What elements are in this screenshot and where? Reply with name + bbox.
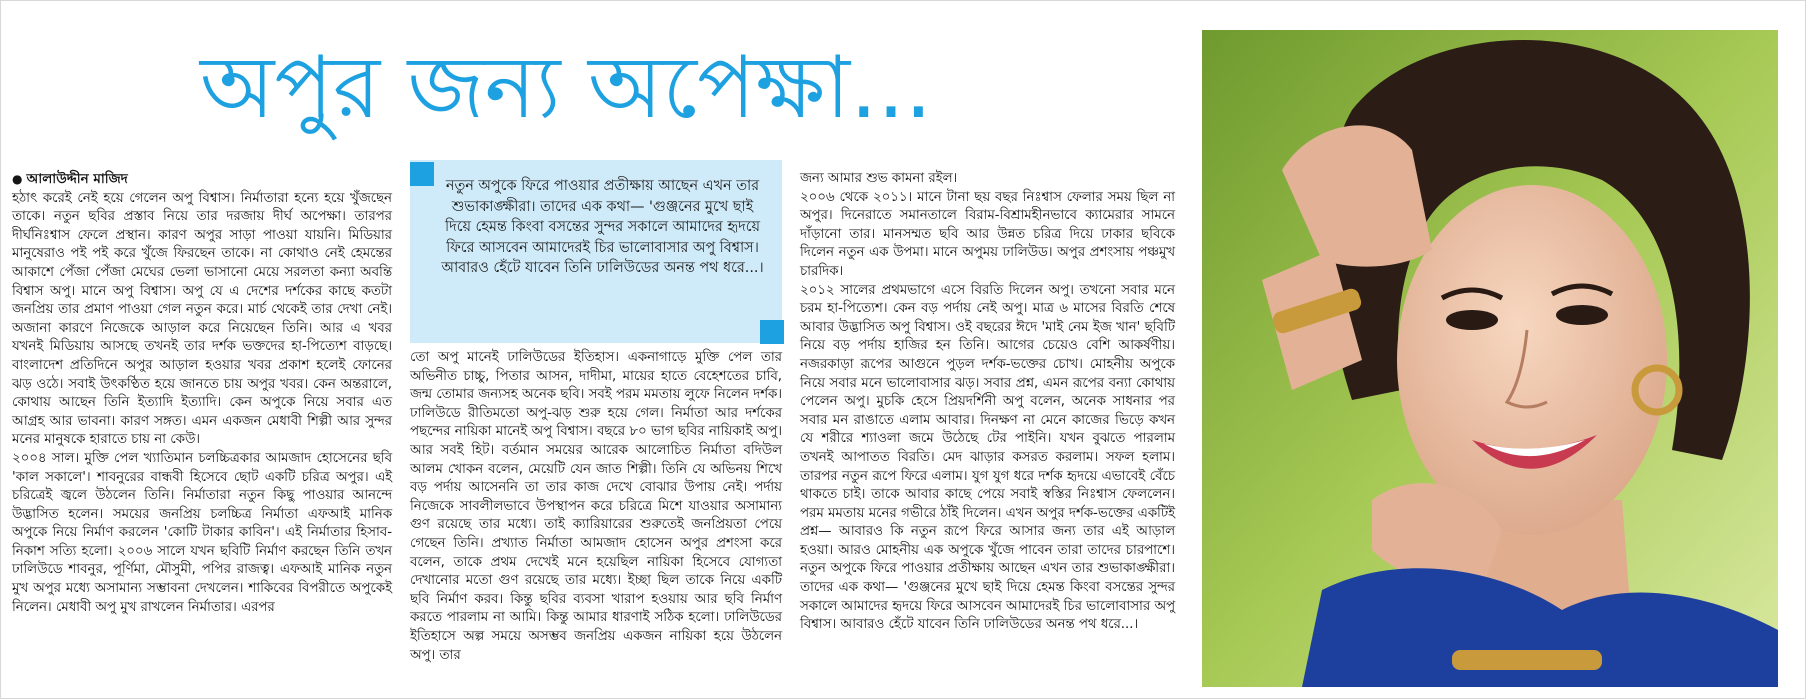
bullet-icon: ● bbox=[12, 172, 23, 186]
paragraph: ২০১২ সালের প্রথমভাগে এসে বিরতি দিলেন অপু। তখনো সবার মনে চরম হা-পিত্যেশ। কেন বড় পর্দায় নেই অপু। মাত্র ৬ মাসের বিরতি শেষে আবার উদ্ভাসিত অপু বিশ্বাস। ওই বছরের ঈদে 'মাই নেম ইজ খান' ছবিটি নিয়ে বড় পর্দায় হাজির হন তিনি। আগের চেয়েও বেশি আকর্ষণীয়। নজরকাড়া রূপের আগুনে পুড়ল দর্শক-ভক্তের চোখ। মোহনীয় অপুকে নিয়ে সবার মনে ভালোবাসার ঝড়। সবার প্রশ্ন, এমন রূপের বন্যা কোথায় পেলেন অপু। মুচকি হেসে প্রিয়দর্শিনী অপু বলেন, অনেক সাধনার পর সবার মন রাঙাতে এলাম আবার। দিনক্ষণ না মেনে কাজের ভিড়ে কখন যে শরীরে শ্যাওলা জমে উঠেছে টের পাইনি। যখন বুঝতে পারলাম তখনই আপাতত বিরতি। মেদ ঝাড়ার কসরত করলাম। সফল হলাম। তারপর নতুন রূপে ফিরে এলাম। যুগ যুগ ধরে দর্শক হৃদয়ে এভাবেই বেঁচে থাকতে চাই। তাকে আবার কাছে পেয়ে সবাই স্বস্তির নিঃশ্বাস ফেললেন। পরম মমতায় মনের গভীরে ঠাঁই দিলেন। এখন অপুর দর্শক-ভক্তের একটিই প্রশ্ন— আবারও কি নতুন রূপে ফিরে আসার জন্য তার এই আড়াল হওয়া। আরও মোহনীয় এক অপুকে খুঁজে পাবেন তারা তাদের চারপাশে। নতুন অপুকে ফিরে পাওয়ার প্রতীক্ষায় আছেন এখন তার শুভাকাঙ্ক্ষীরা। তাদের এক কথা— 'গুঞ্জনের মুখে ছাই দিয়ে হেমন্ত কিংবা বসন্তের সুন্দর সকালে আমাদের হৃদয়ে ফিরে আসবেন আমাদেরই চির ভালোবাসার অপু বিশ্বাস। আবারও হেঁটে যাবেন তিনি ঢালিউডের অনন্ত পথ ধরে...। bbox=[800, 282, 1175, 633]
paragraph: তো অপু মানেই ঢালিউডের ইতিহাস। একনাগাড়ে মুক্তি পেল তার অভিনীত চাচ্চু, পিতার আসন, দাদীমা, মায়ের হাতে বেহেশতের চাবি, জন্ম তোমার জন্যসহ অনেক ছবি। সবই পরম মমতায় লুফে নিলেন দর্শক। ঢালিউডে রীতিমতো অপু-ঝড় শুরু হয়ে গেল। নির্মাতা আর দর্শকের পছন্দের নায়িকা মানেই অপু বিশ্বাস। বছরে ৮০ ভাগ ছবির নায়িকাই অপু। আর সবই হিট। বর্তমান সময়ের আরেক আলোচিত নির্মাতা বদিউল আলম খোকন বলেন, মেয়েটি যেন জাত শিল্পী। তিনি যে অভিনয় শিখে বড় পর্দায় আসেননি তা তার কাজ দেখে বোঝার উপায় নেই। পর্দায় নিজেকে সাবলীলভাবে উপস্থাপন করে চরিত্রে মিশে যাওয়ার অসামান্য গুণ রয়েছে তার মধ্যে। তাই ক্যারিয়ারের শুরুতেই জনপ্রিয়তা পেয়ে গেছেন তিনি। প্রখ্যাত নির্মাতা আমজাদ হোসেন অপুর প্রশংসা করে বলেন, তাকে প্রথম দেখেই মনে হয়েছিল নায়িকা হিসেবে যোগ্যতা দেখানোর মতো গুণ রয়েছে তার মধ্যে। ইচ্ছা ছিল তাকে নিয়ে একটি ছবি নির্মাণ করব। কিন্তু ছবির ব্যবসা খারাপ হওয়ায় আর ছবি নির্মাণ করতে পারলাম না আমি। কিন্তু আমার ধারণাই সঠিক হলো। ঢালিউডের ইতিহাসে অল্প সময়ে অসম্ভব জনপ্রিয় একজন নায়িকা হয়ে উঠলেন অপু। তার bbox=[410, 350, 782, 663]
paragraph: হঠাৎ করেই নেই হয়ে গেলেন অপু বিশ্বাস। নির্মাতারা হন্যে হয়ে খুঁজছেন তাকে। নতুন ছবির প্রস্তাব নিয়ে তার দরজায় দীর্ঘ অপেক্ষা। তারপর দীর্ঘনিঃশ্বাস ফেলে প্রস্থান। কারণ অপুর সাড়া পাওয়া যায়নি। মিডিয়ার মানুষেরাও পই পই করে খুঁজে ফিরছেন তাকে। না কোথাও নেই হেমন্তের আকাশে পেঁজা পেঁজা মেঘের ভেলা ভাসানো মেয়ে সরলতা কন্যা অবন্তি বিশ্বাস অপু। মানে অপু বিশ্বাস। অপু যে এ দেশের দর্শকের কাছে কতটা জনপ্রিয় তার প্রমাণ পাওয়া গেল নতুন করে। মার্চ থেকেই তার দেখা নেই। অজানা কারণে নিজেকে আড়াল করে নিয়েছেন তিনি। আর এ খবর যখনই মিডিয়ায় আসছে তখনই তার দর্শক ভক্তদের হা-পিত্যেশ বাড়ছে। বাংলাদেশ প্রতিদিনে অপুর আড়াল হওয়ার খবর প্রকাশ হলেই ফোনের ঝড় ওঠে। সবাই উৎকণ্ঠিত হয়ে জানতে চায় অপুর খবর। কেন অন্তরালে, কোথায় আছেন তিনি ইত্যাদি ইত্যাদি। কেন অপুকে নিয়ে সবার এত আগ্রহ আর ভাবনা। কারণ সঙ্গত। এমন একজন মেধাবী শিল্পী আর সুন্দর মনের মানুষকে হারাতে চায় না কেউ। bbox=[12, 190, 392, 448]
pull-quote-text: নতুন অপুকে ফিরে পাওয়ার প্রতীক্ষায় আছেন এখন তার শুভাকাঙ্ক্ষীরা। তাদের এক কথা— 'গুঞ্জনের মুখে ছাই দিয়ে হেমন্ত কিংবা বসন্তের সুন্দর সকালে আমাদের হৃদয়ে ফিরে আসবেন আমাদেরই চির ভালোবাসার অপু বিশ্বাস। আবারও হেঁটে যাবেন তিনি ঢালিউডের অনন্ত পথ ধরে...। bbox=[441, 178, 764, 277]
column-3 bbox=[800, 170, 1175, 635]
quote-accent-square bbox=[410, 162, 434, 186]
headline: অপুর জন্য অপেক্ষা... bbox=[200, 38, 933, 138]
paragraph: জন্য আমার শুভ কামনা রইল। bbox=[800, 171, 958, 186]
byline-text: আলাউদ্দীন মাজিদ bbox=[26, 171, 128, 187]
quote-accent-square bbox=[760, 320, 784, 344]
byline bbox=[12, 170, 392, 189]
paragraph: ২০০৬ থেকে ২০১১। মানে টানা ছয় বছর নিঃশ্বাস ফেলার সময় ছিল না অপুর। দিনেরাতে সমানতালে বিরাম-বিশ্রামহীনভাবে ক্যামেরার সামনে দাঁড়ানো তার। মানসম্মত ছবি আর উন্নত চরিত্র দিয়ে ঢাকার ছবিকে দিলেন নতুন এক উপমা। মানে অপুময় ঢালিউড। অপুর প্রশংসায় পঞ্চমুখ চারদিক। bbox=[800, 189, 1175, 279]
column-1 bbox=[12, 170, 392, 617]
column-2 bbox=[410, 349, 782, 665]
portrait-photo bbox=[1202, 30, 1778, 687]
paragraph: ২০০৪ সাল। মুক্তি পেল খ্যাতিমান চলচ্চিত্রকার আমজাদ হোসেনের ছবি 'কাল সকালে'। শাবনুরের বান্ধবী হিসেবে ছোট একটি চরিত্র অপুর। এই চরিত্রেই জ্বলে উঠলেন তিনি। নির্মাতারা নতুন কিছু পাওয়ার আনন্দে উদ্ভাসিত হলেন। সময়ের জনপ্রিয় চলচ্চিত্র নির্মাতা এফআই মানিক অপুকে নিয়ে নির্মাণ করলেন 'কোটি টাকার কাবিন'। এই নির্মাতার হিসাব-নিকাশ সত্যি হলো। ২০০৬ সালে যখন ছবিটি নির্মাণ করছেন তিনি তখন ঢালিউডে শাবনুর, পূর্ণিমা, মৌসুমী, পপির রাজত্ব। এফআই মানিক নতুন মুখ অপুর মধ্যে অসামান্য সম্ভাবনা দেখলেন। শাকিবের বিপরীতে অপুকেই নিলেন। মেধাবী অপু মুখ রাখলেন নির্মাতার। এরপর bbox=[12, 450, 392, 615]
